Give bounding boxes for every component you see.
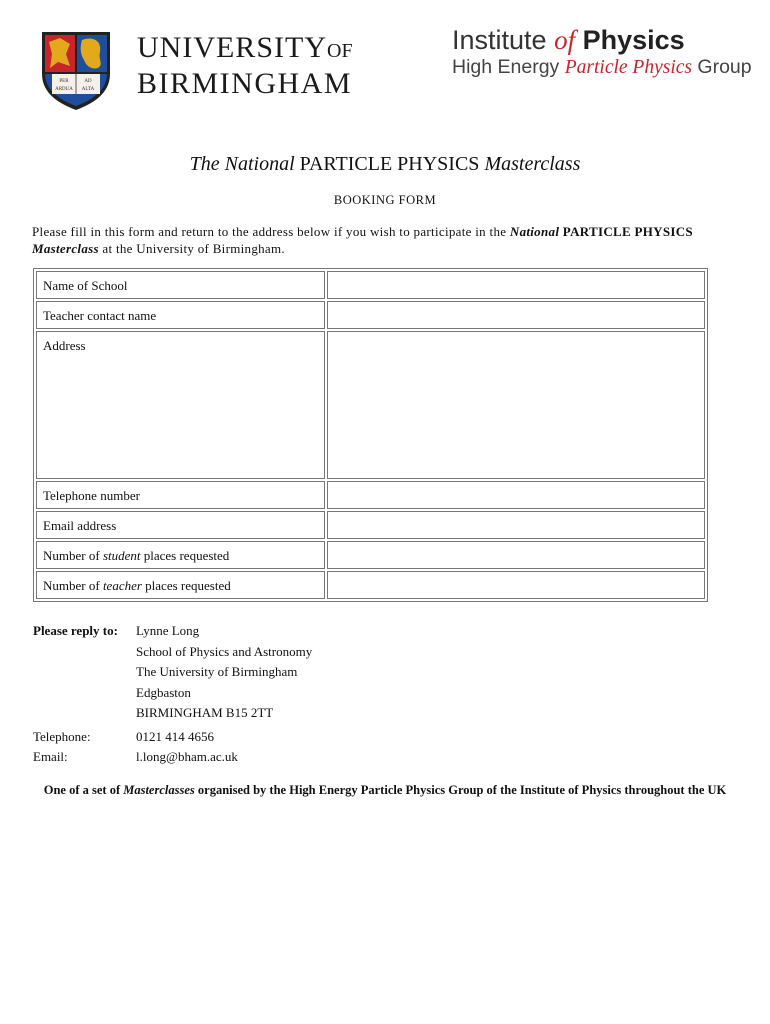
students-em: student bbox=[102, 548, 141, 563]
label-school: Name of School bbox=[36, 271, 325, 299]
footer-note bbox=[30, 782, 740, 799]
title-post: Masterclass bbox=[484, 153, 581, 175]
booking-form-table bbox=[33, 268, 708, 602]
iop-physics: Physics bbox=[582, 25, 685, 55]
iop-group: Group bbox=[697, 56, 752, 78]
university-name-logo bbox=[137, 33, 353, 99]
iop-institute: Institute bbox=[452, 25, 547, 55]
telephone-label: Telephone: bbox=[33, 729, 91, 744]
telephone-value: 0121 414 4656 bbox=[136, 729, 214, 744]
form-row-students bbox=[36, 541, 705, 569]
email-label: Email: bbox=[33, 749, 68, 764]
teachers-pre: Number of bbox=[43, 578, 100, 593]
label-teacher: Teacher contact name bbox=[36, 301, 325, 329]
crest-motto-ad: AD bbox=[84, 79, 92, 84]
teacher-places-field[interactable] bbox=[327, 571, 705, 599]
page-title bbox=[0, 153, 770, 176]
email-field[interactable] bbox=[327, 511, 705, 539]
intro-national: National bbox=[509, 224, 560, 239]
intro-part3: at the University of Birmingham. bbox=[102, 241, 285, 256]
form-row-school bbox=[36, 271, 705, 299]
teacher-name-field[interactable] bbox=[327, 301, 705, 329]
institute-of-physics-logo bbox=[452, 27, 752, 78]
crest-motto-per: PER bbox=[59, 79, 69, 84]
form-row-email bbox=[36, 511, 705, 539]
students-pre: Number of bbox=[43, 548, 100, 563]
reply-line: The University of Birmingham bbox=[136, 664, 298, 679]
teachers-post: places requested bbox=[145, 578, 231, 593]
label-address: Address bbox=[36, 331, 325, 479]
reply-line: School of Physics and Astronomy bbox=[136, 643, 313, 659]
reply-line: BIRMINGHAM B15 2TT bbox=[136, 705, 274, 720]
intro-paragraph bbox=[32, 223, 742, 257]
label-student-places bbox=[36, 541, 325, 569]
reply-label: Please reply to: bbox=[33, 623, 118, 638]
intro-masterclass: Masterclass bbox=[32, 241, 99, 256]
crest-motto-ardua: ARDUA bbox=[55, 87, 73, 92]
reply-line: Edgbaston bbox=[136, 684, 191, 700]
booking-form-heading: BOOKING FORM bbox=[333, 193, 437, 207]
reply-line: Lynne Long bbox=[136, 623, 200, 638]
telephone-field[interactable] bbox=[327, 481, 705, 509]
iop-particle-physics: Particle Physics bbox=[564, 57, 692, 78]
reply-address bbox=[136, 621, 312, 724]
university-crest-logo bbox=[40, 30, 112, 112]
label-telephone: Telephone number bbox=[36, 481, 325, 509]
school-name-field[interactable] bbox=[327, 271, 705, 299]
address-field[interactable] bbox=[327, 331, 705, 479]
form-row-teachers bbox=[36, 571, 705, 599]
uob-of: OF bbox=[327, 40, 353, 62]
students-post: places requested bbox=[143, 548, 230, 563]
form-row-teacher bbox=[36, 301, 705, 329]
intro-part2: PARTICLE PHYSICS bbox=[562, 224, 693, 239]
student-places-field[interactable] bbox=[327, 541, 705, 569]
footer-pre: One of a set of bbox=[43, 783, 121, 797]
footer-post: organised by the High Energy Particle Physics Group of the Institute of Physics throughout the UK bbox=[197, 783, 727, 797]
uob-university: UNIVERSITY bbox=[137, 31, 327, 64]
label-teacher-places bbox=[36, 571, 325, 599]
iop-of: of bbox=[554, 25, 576, 55]
form-row-telephone bbox=[36, 481, 705, 509]
title-pre: The National bbox=[189, 153, 295, 175]
crest-motto-alta: ALTA bbox=[81, 87, 95, 92]
footer-masterclasses: Masterclasses bbox=[123, 783, 195, 797]
uob-birmingham: BIRMINGHAM bbox=[137, 67, 353, 100]
iop-high-energy: High Energy bbox=[452, 56, 560, 78]
title-main: PARTICLE PHYSICS bbox=[299, 153, 480, 175]
email-value[interactable]: l.long@bham.ac.uk bbox=[136, 749, 238, 764]
form-row-address bbox=[36, 331, 705, 479]
teachers-em: teacher bbox=[102, 578, 142, 593]
label-email: Email address bbox=[36, 511, 325, 539]
intro-part1: Please fill in this form and return to the address below if you wish to participate in the bbox=[32, 224, 507, 239]
